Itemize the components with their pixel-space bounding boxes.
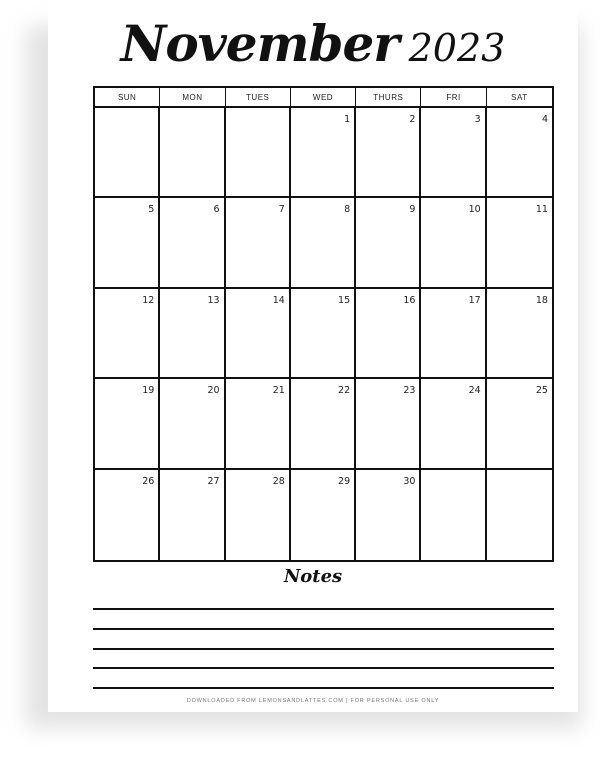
day-cell (160, 289, 225, 379)
day-number: 22 (338, 385, 351, 397)
day-cell (487, 379, 552, 469)
day-number: 27 (207, 475, 220, 487)
day-cell (291, 470, 356, 560)
day-number: 7 (278, 204, 285, 216)
day-number: 14 (272, 294, 285, 306)
day-cell (356, 289, 421, 379)
day-cell (160, 108, 225, 198)
title-year: 2023 (408, 26, 506, 70)
day-cell (291, 289, 356, 379)
day-cell (291, 108, 356, 198)
day-number: 5 (148, 204, 155, 216)
day-number: 16 (403, 294, 416, 306)
day-number: 29 (338, 475, 351, 487)
day-cell (160, 470, 225, 560)
note-line (93, 648, 554, 650)
day-cell (421, 108, 486, 198)
day-cell (356, 470, 421, 560)
day-cell (421, 289, 486, 379)
day-cell (226, 198, 291, 288)
day-number: 3 (474, 114, 481, 125)
day-number: 28 (272, 475, 285, 487)
footer-credit: DOWNLOADED FROM LEMONSANDLATTES.COM | FOR PERSONAL USE ONLY (186, 698, 440, 704)
day-cell (291, 198, 356, 288)
day-number: 13 (207, 294, 220, 306)
day-cell (356, 198, 421, 288)
day-number: 25 (535, 385, 548, 397)
day-cell (421, 379, 486, 469)
day-number: 30 (403, 475, 416, 487)
weekday-header: WED (291, 88, 356, 108)
day-cell (356, 379, 421, 469)
day-cell (291, 379, 356, 469)
day-number: 8 (344, 204, 351, 216)
day-cell (226, 379, 291, 469)
day-cell (160, 198, 225, 288)
day-number: 17 (468, 294, 481, 306)
day-number: 18 (535, 294, 548, 306)
note-line (93, 687, 554, 689)
day-number: 20 (207, 385, 220, 397)
weekday-header: SUN (95, 88, 160, 108)
notes-title: Notes (283, 566, 343, 587)
weekday-header: FRI (421, 88, 486, 108)
day-number: 1 (344, 114, 351, 125)
day-cell (95, 379, 160, 469)
weekday-header: TUES (226, 88, 291, 108)
day-number: 12 (142, 294, 155, 306)
day-number: 26 (142, 475, 155, 487)
day-cell (421, 470, 486, 560)
day-number: 15 (338, 294, 351, 306)
weekday-header: MON (160, 88, 225, 108)
day-cell (226, 108, 291, 198)
day-cell (95, 470, 160, 560)
day-cell (487, 289, 552, 379)
day-cell (95, 289, 160, 379)
day-number: 4 (541, 114, 548, 125)
calendar-grid (93, 86, 554, 562)
page-title (48, 6, 578, 82)
day-cell (487, 108, 552, 198)
day-number: 21 (272, 385, 285, 397)
day-number: 19 (142, 385, 155, 397)
day-number: 10 (468, 204, 481, 216)
day-cell (356, 108, 421, 198)
note-line (93, 667, 554, 669)
day-cell (487, 198, 552, 288)
day-cell (95, 108, 160, 198)
day-number: 2 (409, 114, 416, 125)
day-cell (160, 379, 225, 469)
note-line (93, 628, 554, 630)
day-number: 9 (409, 204, 416, 216)
title-month: November (120, 14, 399, 73)
note-line (93, 608, 554, 610)
day-cell (421, 198, 486, 288)
day-cell (95, 198, 160, 288)
day-number: 6 (213, 204, 220, 216)
weekday-header: THURS (356, 88, 421, 108)
day-cell (487, 470, 552, 560)
day-cell (226, 470, 291, 560)
day-cell (226, 289, 291, 379)
day-number: 11 (535, 204, 548, 216)
day-number: 24 (468, 385, 481, 397)
day-number: 23 (403, 385, 416, 397)
weekday-header: SAT (487, 88, 552, 108)
